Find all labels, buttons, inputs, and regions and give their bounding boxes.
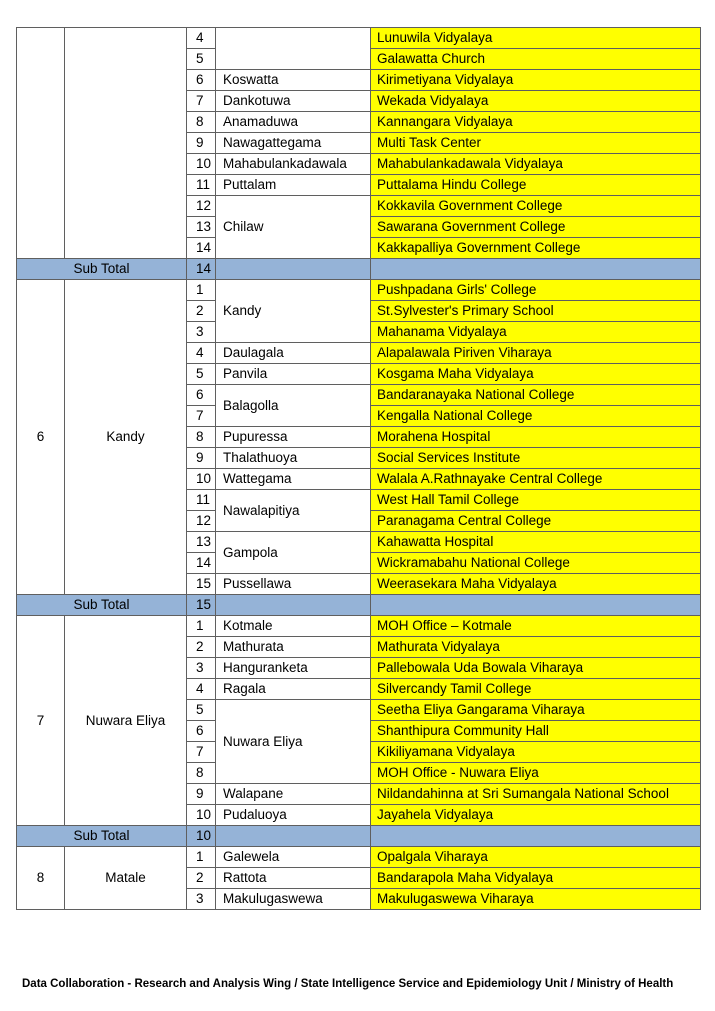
center-index: 5 bbox=[187, 700, 216, 721]
vaccination-center: Walala A.Rathnayake Central College bbox=[371, 469, 701, 490]
moh-area: Ragala bbox=[216, 679, 371, 700]
district-name bbox=[65, 28, 187, 259]
vaccination-center: MOH Office - Nuwara Eliya bbox=[371, 763, 701, 784]
center-index: 3 bbox=[187, 658, 216, 679]
vaccination-center: Lunuwila Vidyalaya bbox=[371, 28, 701, 49]
moh-area: Balagolla bbox=[216, 385, 371, 427]
district-name: Matale bbox=[65, 847, 187, 910]
vaccination-center: Multi Task Center bbox=[371, 133, 701, 154]
center-index: 1 bbox=[187, 616, 216, 637]
subtotal-blank bbox=[371, 595, 701, 616]
center-index: 11 bbox=[187, 490, 216, 511]
district-number bbox=[17, 28, 65, 259]
center-index: 9 bbox=[187, 133, 216, 154]
center-index: 14 bbox=[187, 238, 216, 259]
moh-area: Makulugaswewa bbox=[216, 889, 371, 910]
vaccination-center: Kikiliyamana Vidyalaya bbox=[371, 742, 701, 763]
subtotal-label: Sub Total bbox=[17, 259, 187, 280]
center-index: 7 bbox=[187, 406, 216, 427]
page-footer: Data Collaboration - Research and Analysis Wing / State Intelligence Service and Epidemiology Unit / Ministry of Health bbox=[22, 978, 674, 990]
moh-area: Kandy bbox=[216, 280, 371, 343]
moh-area: Rattota bbox=[216, 868, 371, 889]
moh-area: Thalathuoya bbox=[216, 448, 371, 469]
vaccination-center: Kosgama Maha Vidyalaya bbox=[371, 364, 701, 385]
subtotal-row bbox=[17, 595, 701, 616]
district-name: Nuwara Eliya bbox=[65, 616, 187, 826]
vaccination-center: Nildandahinna at Sri Sumangala National School bbox=[371, 784, 701, 805]
center-index: 13 bbox=[187, 217, 216, 238]
moh-area: Mathurata bbox=[216, 637, 371, 658]
center-index: 2 bbox=[187, 301, 216, 322]
vaccination-center: Mathurata Vidyalaya bbox=[371, 637, 701, 658]
moh-area: Pussellawa bbox=[216, 574, 371, 595]
moh-area: Gampola bbox=[216, 532, 371, 574]
moh-area: Nawalapitiya bbox=[216, 490, 371, 532]
vaccination-center: Morahena Hospital bbox=[371, 427, 701, 448]
vaccination-center: Kokkavila Government College bbox=[371, 196, 701, 217]
center-index: 7 bbox=[187, 91, 216, 112]
vaccination-center: Bandarapola Maha Vidyalaya bbox=[371, 868, 701, 889]
vaccination-centers-table bbox=[16, 27, 701, 910]
center-index: 5 bbox=[187, 49, 216, 70]
moh-area: Walapane bbox=[216, 784, 371, 805]
subtotal-blank bbox=[216, 826, 371, 847]
vaccination-center: Kengalla National College bbox=[371, 406, 701, 427]
moh-area: Mahabulankadawala bbox=[216, 154, 371, 175]
vaccination-center: Kakkapalliya Government College bbox=[371, 238, 701, 259]
district-number: 7 bbox=[17, 616, 65, 826]
subtotal-row bbox=[17, 259, 701, 280]
moh-area: Anamaduwa bbox=[216, 112, 371, 133]
center-index: 14 bbox=[187, 553, 216, 574]
vaccination-center: Wekada Vidyalaya bbox=[371, 91, 701, 112]
center-index: 4 bbox=[187, 679, 216, 700]
center-index: 9 bbox=[187, 448, 216, 469]
vaccination-center: MOH Office – Kotmale bbox=[371, 616, 701, 637]
subtotal-label: Sub Total bbox=[17, 595, 187, 616]
vaccination-center: Paranagama Central College bbox=[371, 511, 701, 532]
vaccination-center: Galawatta Church bbox=[371, 49, 701, 70]
center-index: 12 bbox=[187, 511, 216, 532]
center-index: 11 bbox=[187, 175, 216, 196]
center-index: 3 bbox=[187, 889, 216, 910]
vaccination-center: Puttalama Hindu College bbox=[371, 175, 701, 196]
center-index: 2 bbox=[187, 637, 216, 658]
table-row bbox=[17, 616, 701, 637]
table-row bbox=[17, 280, 701, 301]
district-number: 6 bbox=[17, 280, 65, 595]
moh-area: Nuwara Eliya bbox=[216, 700, 371, 784]
moh-area: Nawagattegama bbox=[216, 133, 371, 154]
table-row bbox=[17, 28, 701, 49]
subtotal-blank bbox=[371, 826, 701, 847]
center-index: 15 bbox=[187, 574, 216, 595]
center-index: 7 bbox=[187, 742, 216, 763]
vaccination-center: Shanthipura Community Hall bbox=[371, 721, 701, 742]
center-index: 2 bbox=[187, 868, 216, 889]
vaccination-center: Silvercandy Tamil College bbox=[371, 679, 701, 700]
vaccination-center: Makulugaswewa Viharaya bbox=[371, 889, 701, 910]
vaccination-center: Kahawatta Hospital bbox=[371, 532, 701, 553]
moh-area: Dankotuwa bbox=[216, 91, 371, 112]
vaccination-center: West Hall Tamil College bbox=[371, 490, 701, 511]
vaccination-center: Opalgala Viharaya bbox=[371, 847, 701, 868]
table-body bbox=[17, 28, 701, 910]
vaccination-center: Mahanama Vidyalaya bbox=[371, 322, 701, 343]
vaccination-center: Alapalawala Piriven Viharaya bbox=[371, 343, 701, 364]
center-index: 1 bbox=[187, 847, 216, 868]
vaccination-center: Wickramabahu National College bbox=[371, 553, 701, 574]
subtotal-label: Sub Total bbox=[17, 826, 187, 847]
vaccination-center: St.Sylvester's Primary School bbox=[371, 301, 701, 322]
subtotal-count: 15 bbox=[187, 595, 216, 616]
moh-area: Chilaw bbox=[216, 196, 371, 259]
moh-area: Puttalam bbox=[216, 175, 371, 196]
center-index: 6 bbox=[187, 721, 216, 742]
center-index: 8 bbox=[187, 427, 216, 448]
subtotal-count: 10 bbox=[187, 826, 216, 847]
moh-area: Galewela bbox=[216, 847, 371, 868]
center-index: 6 bbox=[187, 385, 216, 406]
center-index: 6 bbox=[187, 70, 216, 91]
moh-area: Pupuressa bbox=[216, 427, 371, 448]
vaccination-center: Kannangara Vidyalaya bbox=[371, 112, 701, 133]
center-index: 10 bbox=[187, 805, 216, 826]
vaccination-center: Mahabulankadawala Vidyalaya bbox=[371, 154, 701, 175]
moh-area: Kotmale bbox=[216, 616, 371, 637]
vaccination-center: Social Services Institute bbox=[371, 448, 701, 469]
vaccination-center: Bandaranayaka National College bbox=[371, 385, 701, 406]
vaccination-center: Jayahela Vidyalaya bbox=[371, 805, 701, 826]
center-index: 4 bbox=[187, 343, 216, 364]
center-index: 10 bbox=[187, 154, 216, 175]
center-index: 9 bbox=[187, 784, 216, 805]
moh-area: Panvila bbox=[216, 364, 371, 385]
center-index: 3 bbox=[187, 322, 216, 343]
vaccination-center: Pushpadana Girls' College bbox=[371, 280, 701, 301]
moh-area: Koswatta bbox=[216, 70, 371, 91]
center-index: 1 bbox=[187, 280, 216, 301]
vaccination-center: Sawarana Government College bbox=[371, 217, 701, 238]
center-index: 4 bbox=[187, 28, 216, 49]
subtotal-count: 14 bbox=[187, 259, 216, 280]
center-index: 5 bbox=[187, 364, 216, 385]
vaccination-center: Kirimetiyana Vidyalaya bbox=[371, 70, 701, 91]
moh-area: Wattegama bbox=[216, 469, 371, 490]
table-row bbox=[17, 847, 701, 868]
center-index: 13 bbox=[187, 532, 216, 553]
subtotal-row bbox=[17, 826, 701, 847]
subtotal-blank bbox=[216, 259, 371, 280]
moh-area: Daulagala bbox=[216, 343, 371, 364]
moh-area bbox=[216, 28, 371, 70]
vaccination-center: Weerasekara Maha Vidyalaya bbox=[371, 574, 701, 595]
district-number: 8 bbox=[17, 847, 65, 910]
center-index: 10 bbox=[187, 469, 216, 490]
center-index: 8 bbox=[187, 112, 216, 133]
center-index: 12 bbox=[187, 196, 216, 217]
subtotal-blank bbox=[216, 595, 371, 616]
moh-area: Pudaluoya bbox=[216, 805, 371, 826]
vaccination-center: Pallebowala Uda Bowala Viharaya bbox=[371, 658, 701, 679]
subtotal-blank bbox=[371, 259, 701, 280]
vaccination-center: Seetha Eliya Gangarama Viharaya bbox=[371, 700, 701, 721]
district-name: Kandy bbox=[65, 280, 187, 595]
center-index: 8 bbox=[187, 763, 216, 784]
moh-area: Hanguranketa bbox=[216, 658, 371, 679]
